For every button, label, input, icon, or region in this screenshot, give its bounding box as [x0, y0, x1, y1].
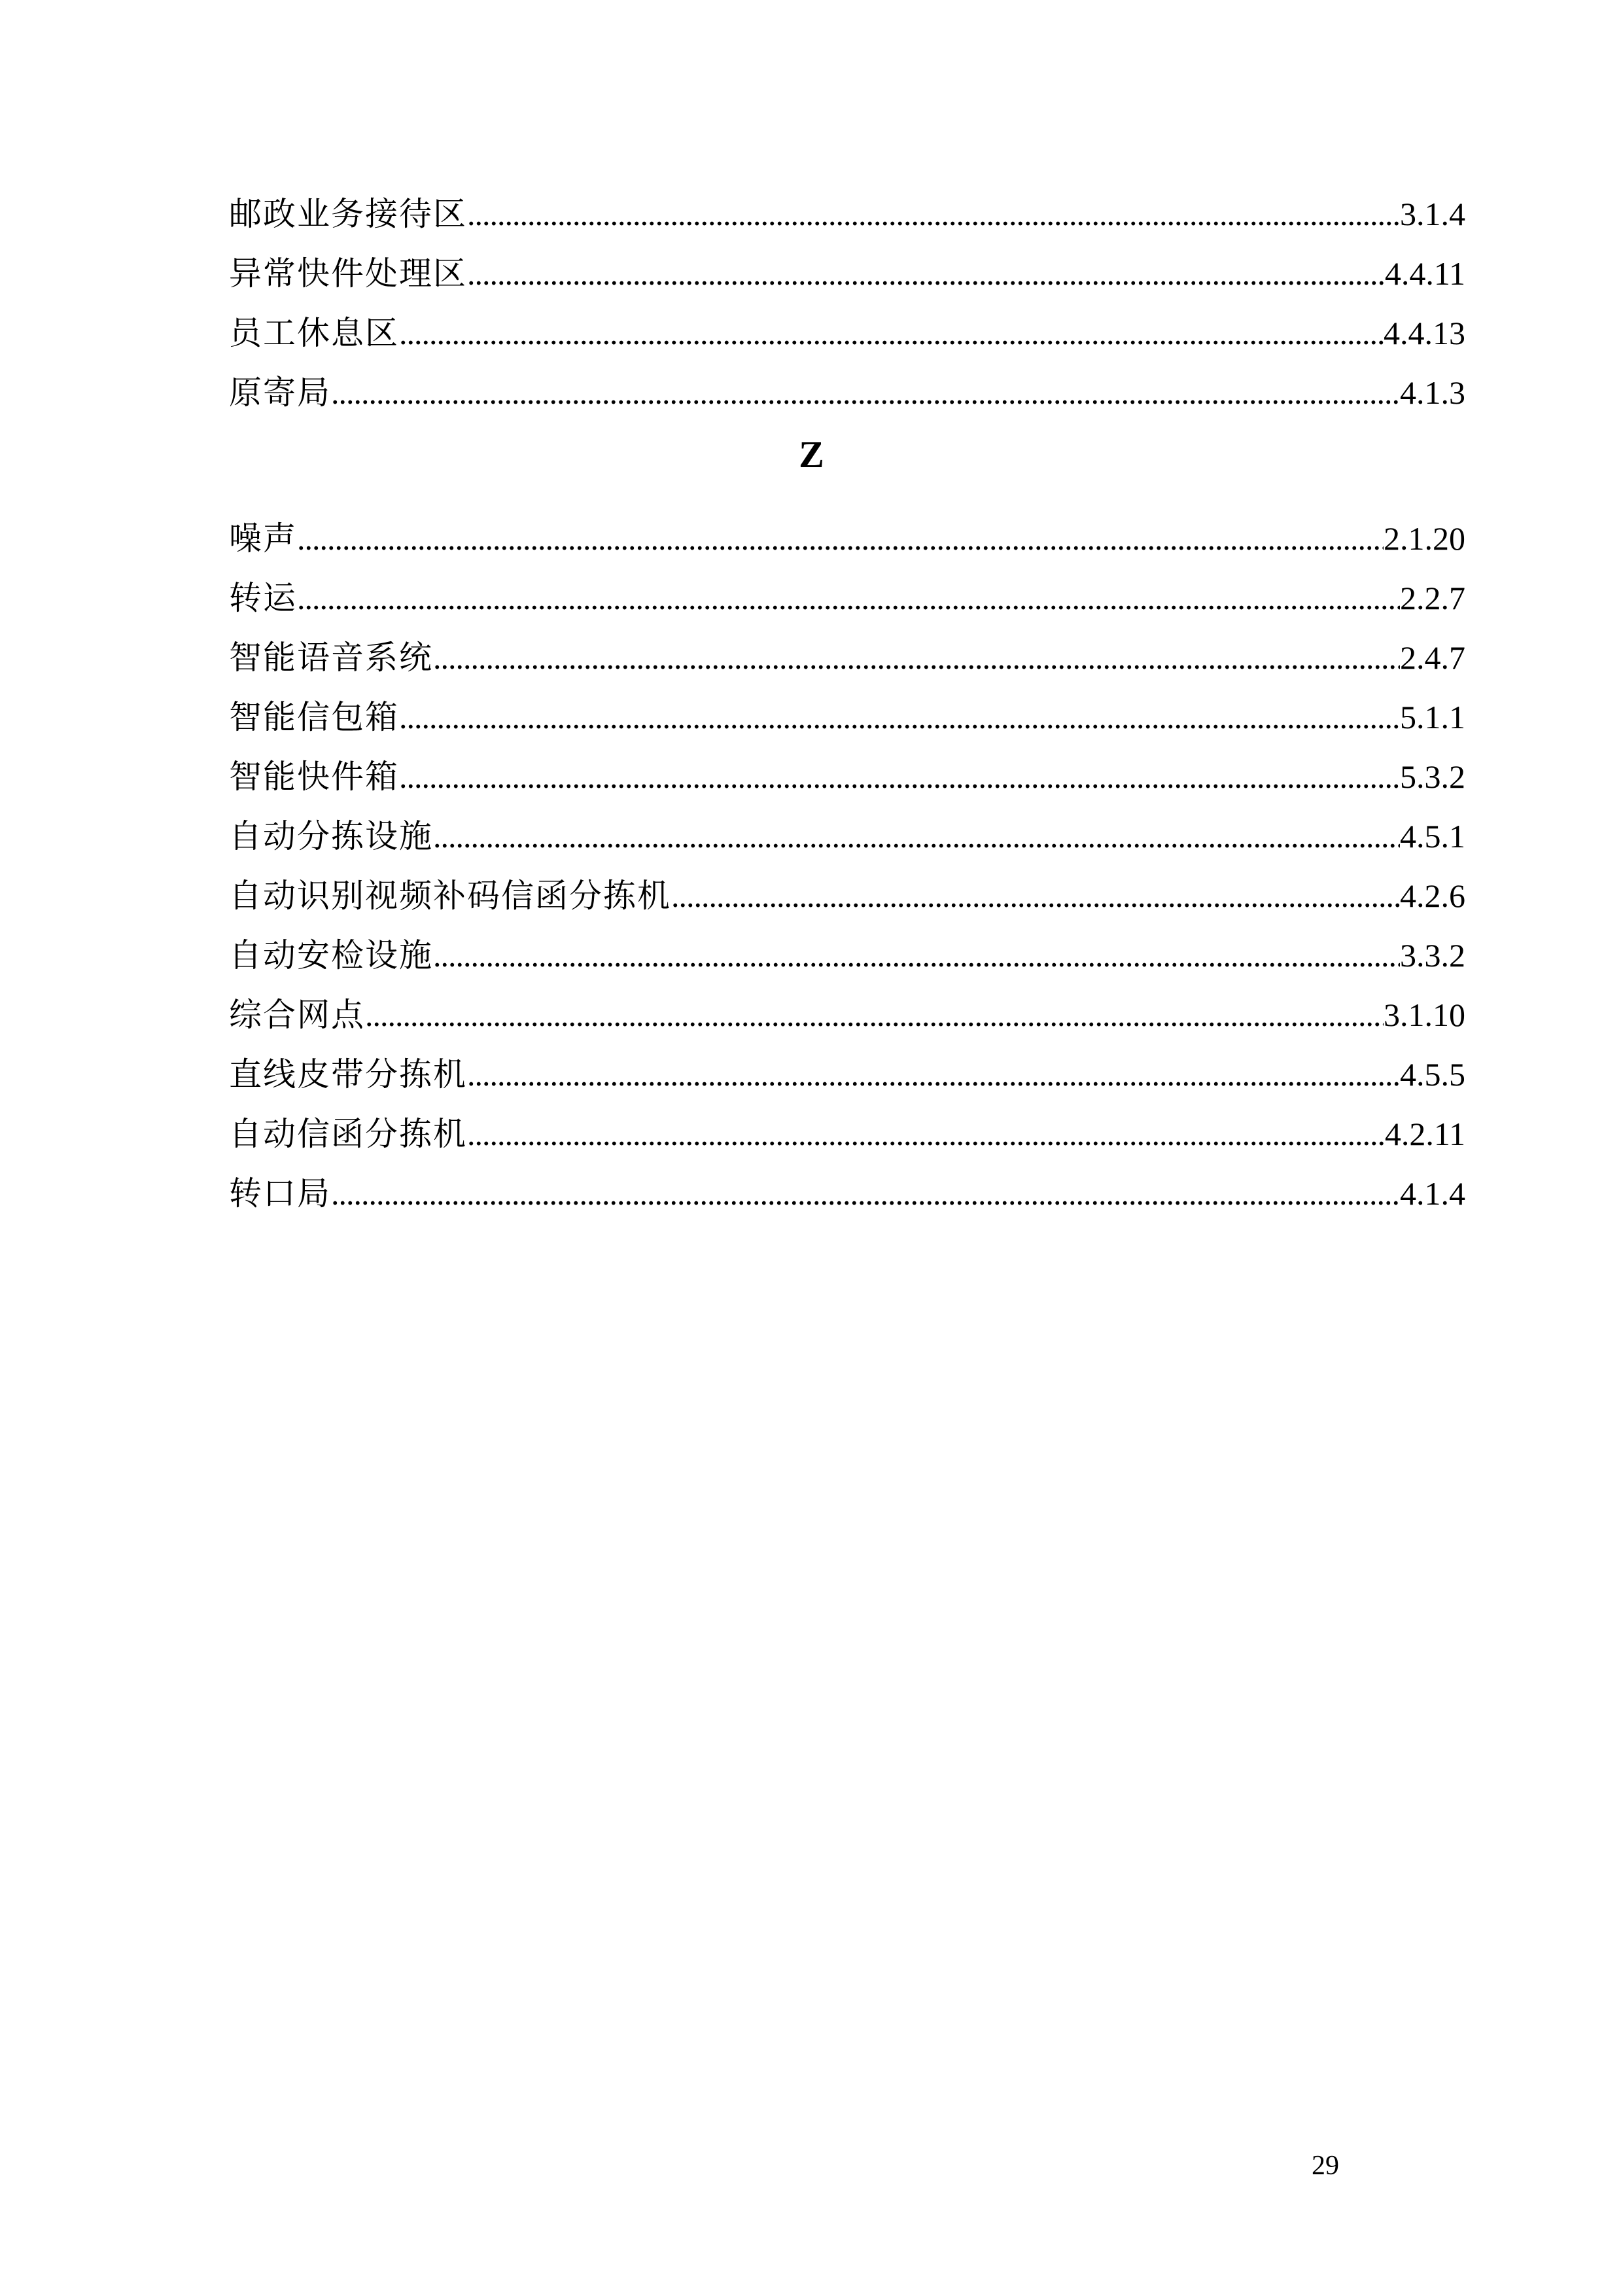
index-ref: 4.2.6	[1400, 877, 1465, 914]
index-ref: 3.3.2	[1400, 937, 1465, 974]
dot-leader	[433, 628, 1400, 688]
index-entry	[229, 363, 1465, 423]
dot-leader	[365, 985, 1384, 1045]
index-term: 自动信函分拣机	[229, 1116, 467, 1152]
index-entry	[229, 926, 1465, 985]
index-term: 原寄局	[229, 374, 331, 411]
index-term: 直线皮带分拣机	[229, 1056, 467, 1093]
index-ref: 4.1.3	[1400, 374, 1465, 411]
index-entry	[229, 985, 1465, 1045]
index-ref: 2.2.7	[1400, 580, 1465, 616]
index-term: 智能信包箱	[229, 699, 399, 735]
dot-leader	[433, 807, 1400, 866]
dot-leader	[399, 747, 1400, 807]
index-entry	[229, 1045, 1465, 1104]
index-entry	[229, 807, 1465, 866]
index-term: 转运	[229, 580, 297, 616]
index-ref: 4.5.1	[1400, 818, 1465, 855]
dot-leader	[467, 1045, 1400, 1104]
index-entry	[229, 866, 1465, 926]
index-ref: 5.1.1	[1400, 699, 1465, 735]
index-term: 自动识别视频补码信函分拣机	[229, 877, 671, 914]
index-term: 自动安检设施	[229, 937, 433, 974]
index-term: 综合网点	[229, 997, 365, 1033]
index-ref: 4.5.5	[1400, 1056, 1465, 1093]
dot-leader	[671, 866, 1400, 926]
dot-leader	[467, 185, 1400, 244]
index-term: 智能快件箱	[229, 758, 399, 795]
index-term: 转口局	[229, 1175, 331, 1212]
index-ref: 4.4.13	[1384, 315, 1465, 351]
index-ref: 2.1.20	[1384, 520, 1465, 557]
dot-leader	[331, 363, 1400, 423]
index-term: 邮政业务接待区	[229, 196, 467, 232]
index-entry	[229, 185, 1465, 244]
dot-leader	[467, 1104, 1385, 1164]
dot-leader	[297, 509, 1384, 569]
dot-leader	[433, 926, 1400, 985]
index-ref: 4.4.11	[1384, 255, 1465, 292]
dot-leader	[331, 1164, 1400, 1224]
index-entry	[229, 747, 1465, 807]
index-term: 噪声	[229, 520, 297, 557]
page-number: 29	[1312, 2151, 1339, 2181]
index-term: 员工休息区	[229, 315, 399, 351]
dot-leader	[399, 688, 1400, 747]
dot-leader	[467, 244, 1385, 304]
index-entry	[229, 1104, 1465, 1164]
index-section-heading: Z	[799, 433, 824, 476]
index-ref: 4.1.4	[1400, 1175, 1465, 1212]
index-entry	[229, 688, 1465, 747]
index-entry	[229, 244, 1465, 304]
index-list	[229, 185, 1465, 1224]
index-entry	[229, 628, 1465, 688]
index-term: 智能语音系统	[229, 639, 433, 676]
index-ref: 5.3.2	[1400, 758, 1465, 795]
index-entry	[229, 1164, 1465, 1224]
index-entry	[229, 304, 1465, 363]
index-ref: 2.4.7	[1400, 639, 1465, 676]
index-ref: 4.2.11	[1384, 1116, 1465, 1152]
dot-leader	[297, 569, 1400, 628]
index-entry	[229, 569, 1465, 628]
index-term: 异常快件处理区	[229, 255, 467, 292]
dot-leader	[399, 304, 1384, 363]
index-ref: 3.1.10	[1384, 997, 1465, 1033]
index-entry	[229, 509, 1465, 569]
index-ref: 3.1.4	[1400, 196, 1465, 232]
index-term: 自动分拣设施	[229, 818, 433, 855]
